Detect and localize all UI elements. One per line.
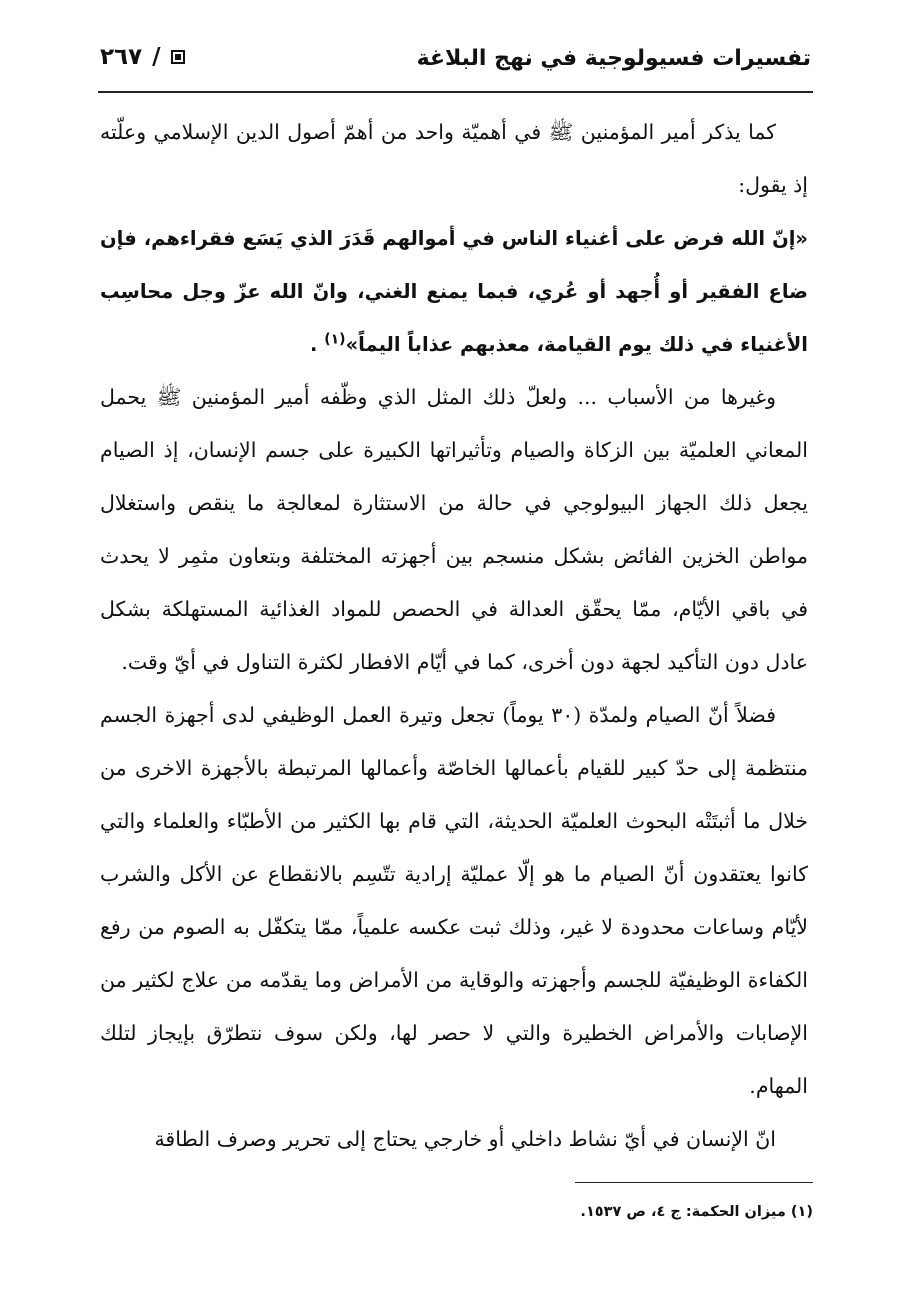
footnote-text: ميزان الحكمة: ج ٤، ص ١٥٣٧. (580, 1204, 786, 1220)
footnote-number: (١) (790, 1204, 813, 1220)
quote-paragraph (100, 212, 808, 371)
square-bullet-icon (171, 50, 185, 64)
page-header (100, 44, 811, 84)
footnote-reference: (١) (324, 331, 346, 348)
paragraph-4: فضلاً أنّ الصيام ولمدّة (٣٠ يوماً) تجعل وتيرة العمل الوظيفي لدى أجهزة الجسم منتظمة إلى حدّ كبير للقيام بأعمالها الخاصّة وأعمالها المرتبطة بالأجهزة الاخرى من خلال ما أثبتَتْه البحوث العلميّة الحديثة، التي قام بها الكثير من الأطبّاء والعلماء والتي كانوا يعتقدون أنّ الصيام ما هو إلّا عمليّة إرادية تتّسِم بالانقطاع عن الأكل والشرب لأيّام وساعات محدودة لا غير، وذلك ثبت عكسه علمياً، ممّا يتكفّل به الصوم من رفع الكفاءة الوظيفيّة للجسم وأجهزته والوقاية من الأمراض وما يقدّمه من علاج لكثير من الإصابات والأمراض الخطيرة والتي لا حصر لها، ولكن سوف نتطرّق بإيجاز لتلك المهام. (100, 703, 808, 1098)
paragraph-1: كما يذكر أمير المؤمنين ﷺ في أهميّة واحد من أهمّ أصول الدين الإسلامي وعلّته إذ يقول: (100, 120, 808, 197)
page-number-group (100, 44, 185, 70)
header-divider (98, 91, 813, 93)
page-number-separator: / (152, 44, 161, 70)
footnote (100, 1204, 813, 1220)
body-text (100, 106, 808, 1166)
paragraph-5: انّ الإنسان في أيّ نشاط داخلي أو خارجي يحتاج إلى تحرير وصرف الطاقة (154, 1127, 776, 1151)
quote-tail: . (310, 333, 325, 356)
page-number: ٢٦٧ (100, 44, 143, 70)
running-title: تفسيرات فسيولوجية في نهج البلاغة (416, 46, 811, 71)
paragraph-3: وغيرها من الأسباب ... ولعلّ ذلك المثل الذي وظّفه أمير المؤمنين ﷺ يحمل المعاني العلميّة بين الزكاة والصيام وتأثيراتها الكبيرة على جسم الإنسان، إذ الصيام يجعل ذلك الجهاز البيولوجي في حالة من الاستثارة لمعالجة ما ينقص واستغلال مواطن الخزين الفائض بشكل منسجم بين أجهزته المختلفة وبتعاون مثمِر لا يحدث في باقي الأيّام، ممّا يحقّق العدالة في الحصص للمواد الغذائية المستهلكة بشكل عادل دون التأكيد لجهة دون أخرى، كما في أيّام الافطار لكثرة التناول في أيّ وقت. (100, 385, 808, 674)
quote-text: «إنّ الله فرض على أغنياء الناس في أموالهم قَدَرَ الذي يَسَع فقراءهم، فإن ضاع الفقير أو أُجهد أو عُري، فبما يمنع الغني، وانّ الله عزّ وجل محاسِب الأغنياء في ذلك يوم القيامة، معذبهم عذاباً اليماً» (100, 227, 808, 356)
footnote-divider (575, 1182, 813, 1183)
